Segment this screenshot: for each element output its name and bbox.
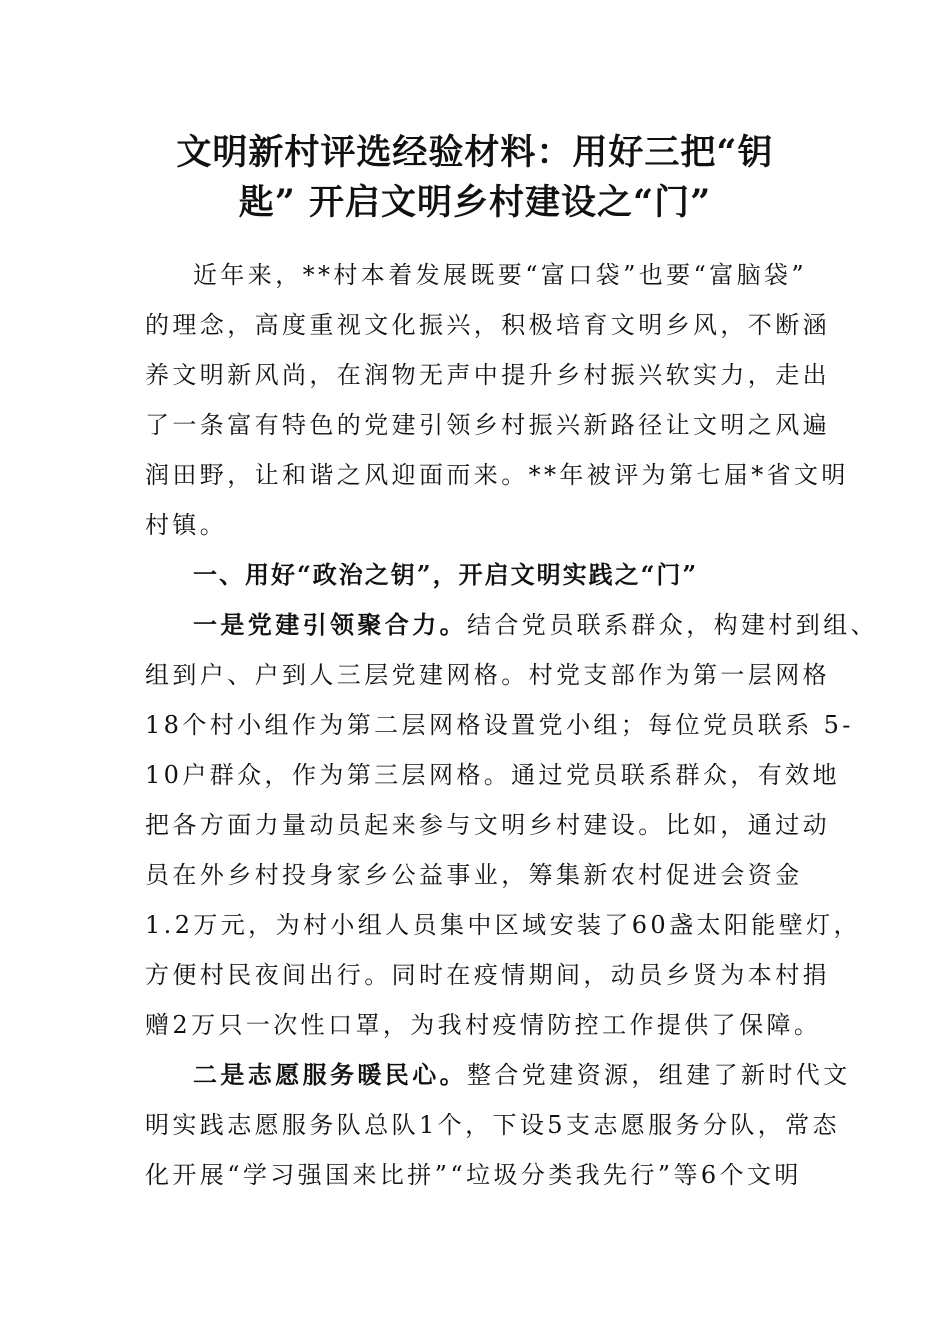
para1-line-8: 方便村民夜间出行。同时在疫情期间，动员乡贤为本村捐	[145, 961, 830, 989]
para1-line-7: 1.2万元，为村小组人员集中区域安装了60盏太阳能壁灯，	[145, 911, 861, 939]
para1-line-1	[145, 600, 878, 650]
intro-line-4: 了一条富有特色的党建引领乡村振兴新路径让文明之风遍	[145, 411, 830, 439]
title-line-2: 匙” 开启文明乡村建设之“门”	[238, 182, 712, 223]
para1-line-2: 组到户、户到人三层党建网格。村党支部作为第一层网格	[145, 661, 830, 689]
para1-lead: 一是党建引领聚合力。	[193, 610, 467, 639]
para1-line-9: 赠2万只一次性口罩，为我村疫情防控工作提供了保障。	[145, 1011, 822, 1039]
section-heading-1: 一、用好“政治之钥”，开启文明实践之“门”	[193, 560, 699, 589]
document-body	[145, 250, 878, 1200]
intro-line-1: 近年来，**村本着发展既要“富口袋”也要“富脑袋”	[193, 261, 808, 289]
para2-line-2: 明实践志愿服务队总队1个，下设5支志愿服务分队，常态	[145, 1111, 840, 1139]
para2-line-1	[145, 1050, 851, 1100]
para1-line-5: 把各方面力量动员起来参与文明乡村建设。比如，通过动	[145, 811, 830, 839]
para2-line-3: 化开展“学习强国来比拼”“垃圾分类我先行”等6个文明	[145, 1161, 802, 1189]
document-title	[145, 128, 805, 228]
para1-first-rest: 结合党员联系群众，构建村到组、	[467, 611, 878, 639]
para1-line-6: 员在外乡村投身家乡公益事业，筹集新农村促进会资金	[145, 861, 803, 889]
intro-line-6: 村镇。	[145, 511, 228, 539]
para2-first-rest: 整合党建资源，组建了新时代文	[467, 1061, 851, 1089]
intro-line-5: 润田野，让和谐之风迎面而来。**年被评为第七届*省文明	[145, 461, 849, 489]
para1-line-3: 18个村小组作为第二层网格设置党小组；每位党员联系 5-	[145, 711, 854, 739]
intro-line-3: 养文明新风尚，在润物无声中提升乡村振兴软实力，走出	[145, 361, 830, 389]
title-line-1: 文明新村评选经验材料：用好三把“钥	[176, 132, 774, 173]
para1-line-4: 10户群众，作为第三层网格。通过党员联系群众，有效地	[145, 761, 840, 789]
para2-lead: 二是志愿服务暖民心。	[193, 1060, 467, 1089]
intro-line-2: 的理念，高度重视文化振兴，积极培育文明乡风，不断涵	[145, 311, 830, 339]
